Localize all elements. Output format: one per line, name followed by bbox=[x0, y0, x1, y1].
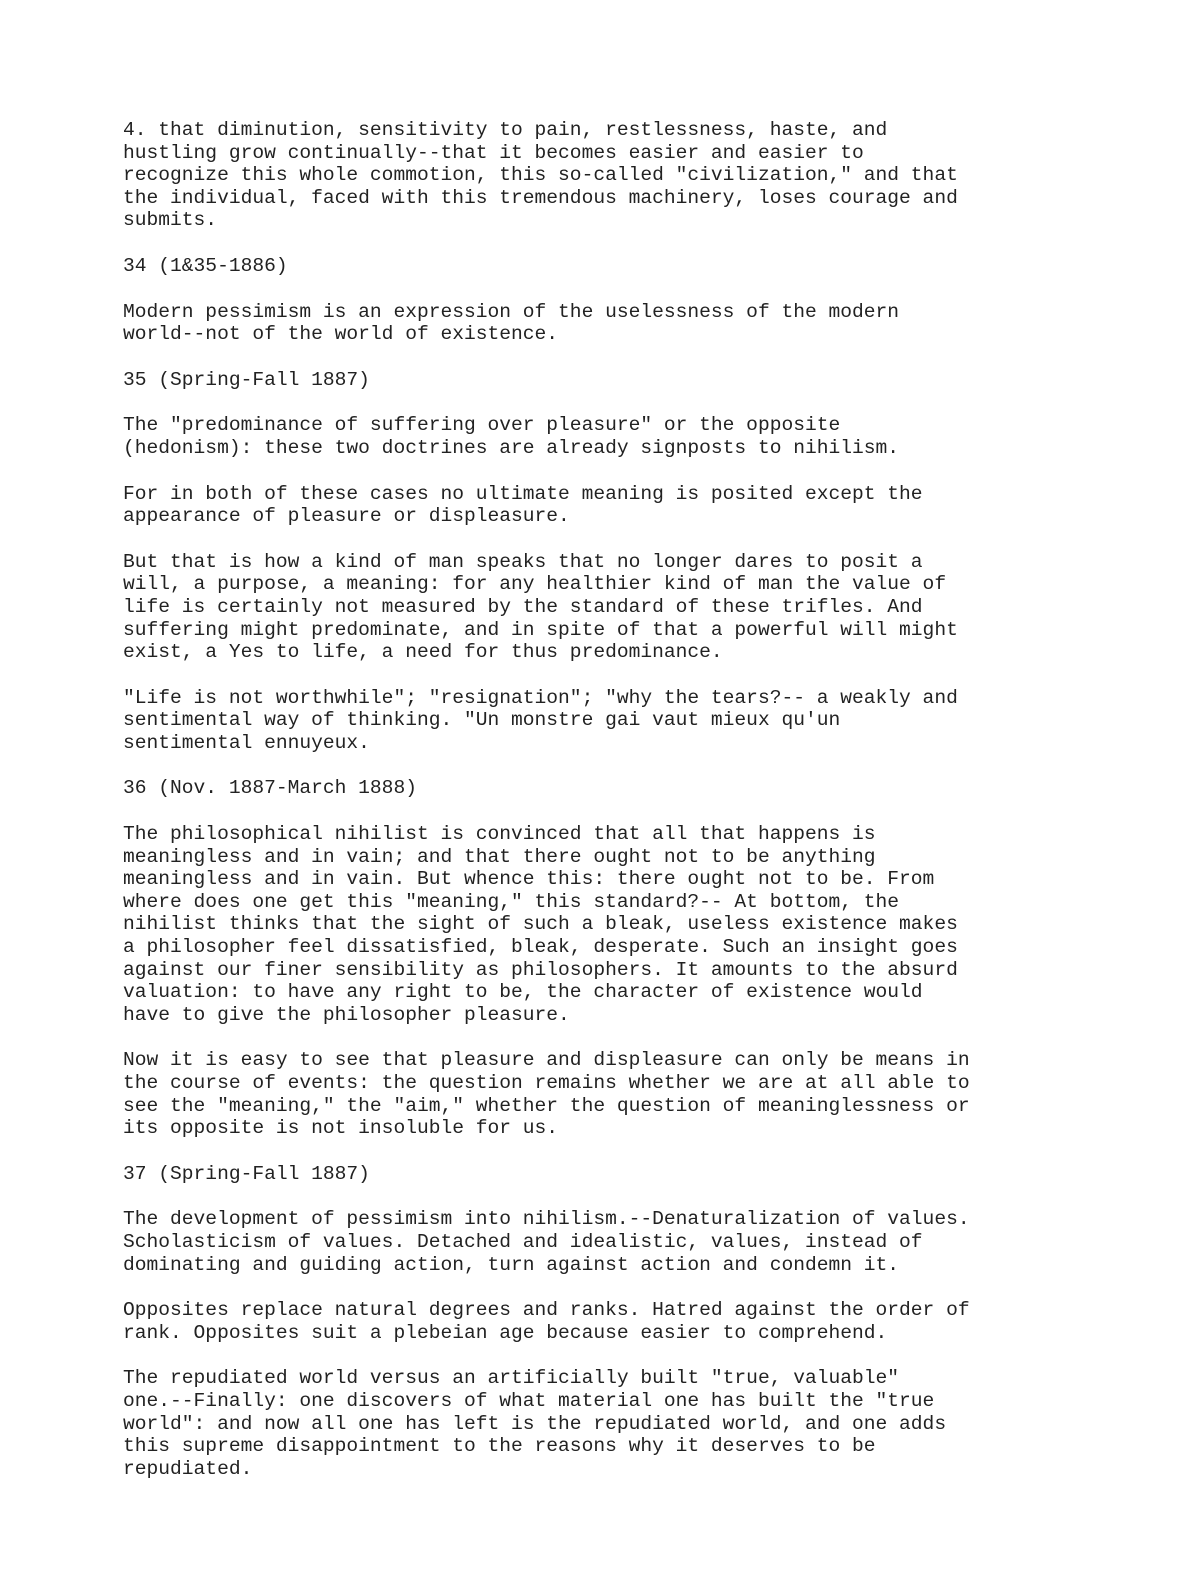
paragraph-development-pessimism: The development of pessimism into nihilism.--Denaturalization of values. Scholasticism of values. Detached and idealistic, values, instead of dominating and guiding action, turn against action and condemn it. bbox=[123, 1208, 970, 1276]
paragraph-life-not-worthwhile: "Life is not worthwhile"; "resignation"; "why the tears?-- a weakly and sentimental way of thinking. "Un monstre gai vaut mieux qu'un sentimental ennuyeux. bbox=[123, 686, 958, 754]
paragraph-pleasure-displeasure: Now it is easy to see that pleasure and displeasure can only be means in the course of events: the question remains whether we are at all able to see the "meaning," the "aim," whether the question of meaninglessness or its opposite is not insoluble for us. bbox=[123, 1049, 970, 1140]
paragraph-philosophical-nihilist: The philosophical nihilist is convinced that all that happens is meaningless and in vain; and that there ought not to be anything meaningless and in vain. But whence this: there ought not to be. From where does one get this "meaning," this standard?-- At bottom, the nihilist thinks that the sight of such a bleak, useless existence makes a philosopher feel dissatisfied, bleak, desperate. Such an insight goes against our finer sensibility as philosophers. It amounts to the absurd valuation: to have any right to be, the character of existence would have to give the philosopher pleasure. bbox=[123, 823, 958, 1026]
paragraph-opposites: Opposites replace natural degrees and ranks. Hatred against the order of rank. Opposites suit a plebeian age because easier to comprehend. bbox=[123, 1299, 970, 1344]
section-heading-35: 35 (Spring-Fall 1887) bbox=[123, 368, 370, 391]
paragraph-kind-of-man: But that is how a kind of man speaks that no longer dares to posit a will, a purpose, a meaning: for any healthier kind of man the value of life is certainly not measured by the standard of these trifles. And suffering might predominate, and in spite of that a powerful will might exist, a Yes to life, a need for thus predominance. bbox=[123, 550, 958, 664]
paragraph-modern-pessimism: Modern pessimism is an expression of the uselessness of the modern world--not of the world of existence. bbox=[123, 300, 900, 346]
paragraph-predominance: The "predominance of suffering over pleasure" or the opposite (hedonism): these two doctrines are already signposts to nihilism. bbox=[123, 414, 900, 459]
document-page bbox=[123, 119, 1123, 1503]
paragraph-repudiated-world: The repudiated world versus an artificially built "true, valuable" one.--Finally: one discovers of what material one has built the "true world": and now all one has left is the repudiated world, and one adds this supreme disappointment to the reasons why it deserves to be repudiated. bbox=[123, 1367, 947, 1480]
section-heading-37: 37 (Spring-Fall 1887) bbox=[123, 1162, 370, 1185]
section-heading-36: 36 (Nov. 1887-March 1888) bbox=[123, 777, 417, 800]
paragraph-both-cases: For in both of these cases no ultimate meaning is posited except the appearance of pleasure or displeasure. bbox=[123, 482, 923, 528]
section-heading-34: 34 (1&35-1886) bbox=[123, 254, 288, 277]
paragraph-section-4: 4. that diminution, sensitivity to pain, restlessness, haste, and hustling grow continually--that it becomes easier and easier to recognize this whole commotion, this so-called "civilization," and that the individual, faced with this tremendous machinery, loses courage and submits. bbox=[123, 119, 958, 232]
